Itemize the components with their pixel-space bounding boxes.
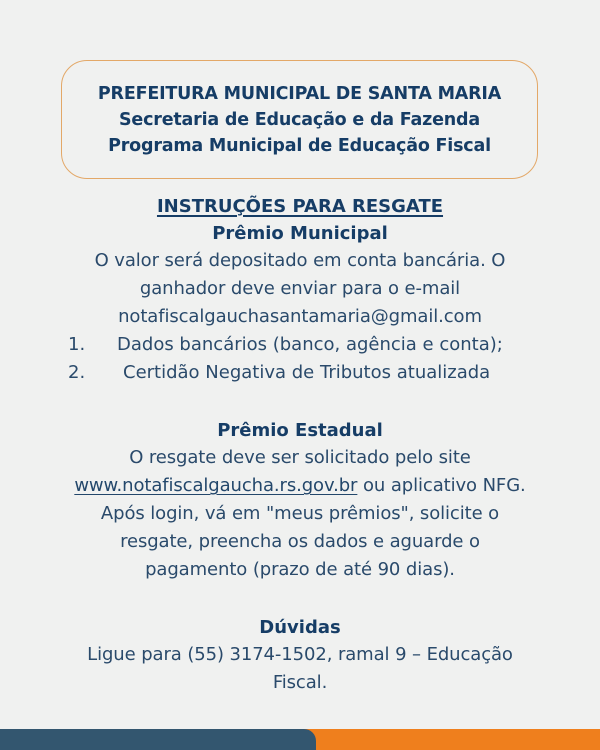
state-line-4: resgate, preencha os dados e aguarde o <box>120 531 480 552</box>
nfg-website-link[interactable]: www.notafiscalgaucha.rs.gov.br <box>74 475 358 496</box>
instructions-title <box>0 193 600 220</box>
instructions-content <box>0 193 600 697</box>
footer-bar-right <box>300 729 600 750</box>
municipal-email: notafiscalgauchasantamaria@gmail.com <box>118 306 482 327</box>
list-number: 1. <box>68 334 86 355</box>
footer-bar <box>0 729 600 750</box>
questions-line-1: Ligue para (55) 3174-1502, ramal 9 – Educação <box>87 644 513 665</box>
state-line-3: Após login, vá em "meus prêmios", solicite o <box>100 503 500 524</box>
municipal-line-2: ganhador deve enviar para o e-mail <box>139 278 461 299</box>
municipal-line-1: O valor será depositado em conta bancária. O <box>94 250 506 271</box>
list-item <box>0 331 600 359</box>
list-text: Dados bancários (banco, agência e conta); <box>117 334 503 355</box>
header-box <box>61 60 538 179</box>
state-prize-title: Prêmio Estadual <box>217 420 383 441</box>
municipal-prize-title: Prêmio Municipal <box>212 223 388 244</box>
header-title-secretaria: Secretaria de Educação e da Fazenda <box>119 109 480 130</box>
list-text: Certidão Negativa de Tributos atualizada <box>123 362 491 383</box>
questions-title: Dúvidas <box>259 617 341 638</box>
instructions-title-text: INSTRUÇÕES PARA RESGATE <box>156 196 444 217</box>
state-line-5: pagamento (prazo de até 90 dias). <box>145 559 455 580</box>
header-title-programa: Programa Municipal de Educação Fiscal <box>108 135 491 156</box>
footer-bar-left <box>0 729 316 750</box>
state-link-suffix: ou aplicativo NFG. <box>357 475 526 496</box>
questions-line-2: Fiscal. <box>272 672 328 693</box>
state-line-1: O resgate deve ser solicitado pelo site <box>129 447 471 468</box>
list-item <box>0 359 600 387</box>
list-number: 2. <box>68 362 86 383</box>
spacer <box>0 584 600 612</box>
spacer <box>0 387 600 415</box>
header-title-prefeitura: PREFEITURA MUNICIPAL DE SANTA MARIA <box>97 83 502 104</box>
state-link-line <box>0 472 600 500</box>
